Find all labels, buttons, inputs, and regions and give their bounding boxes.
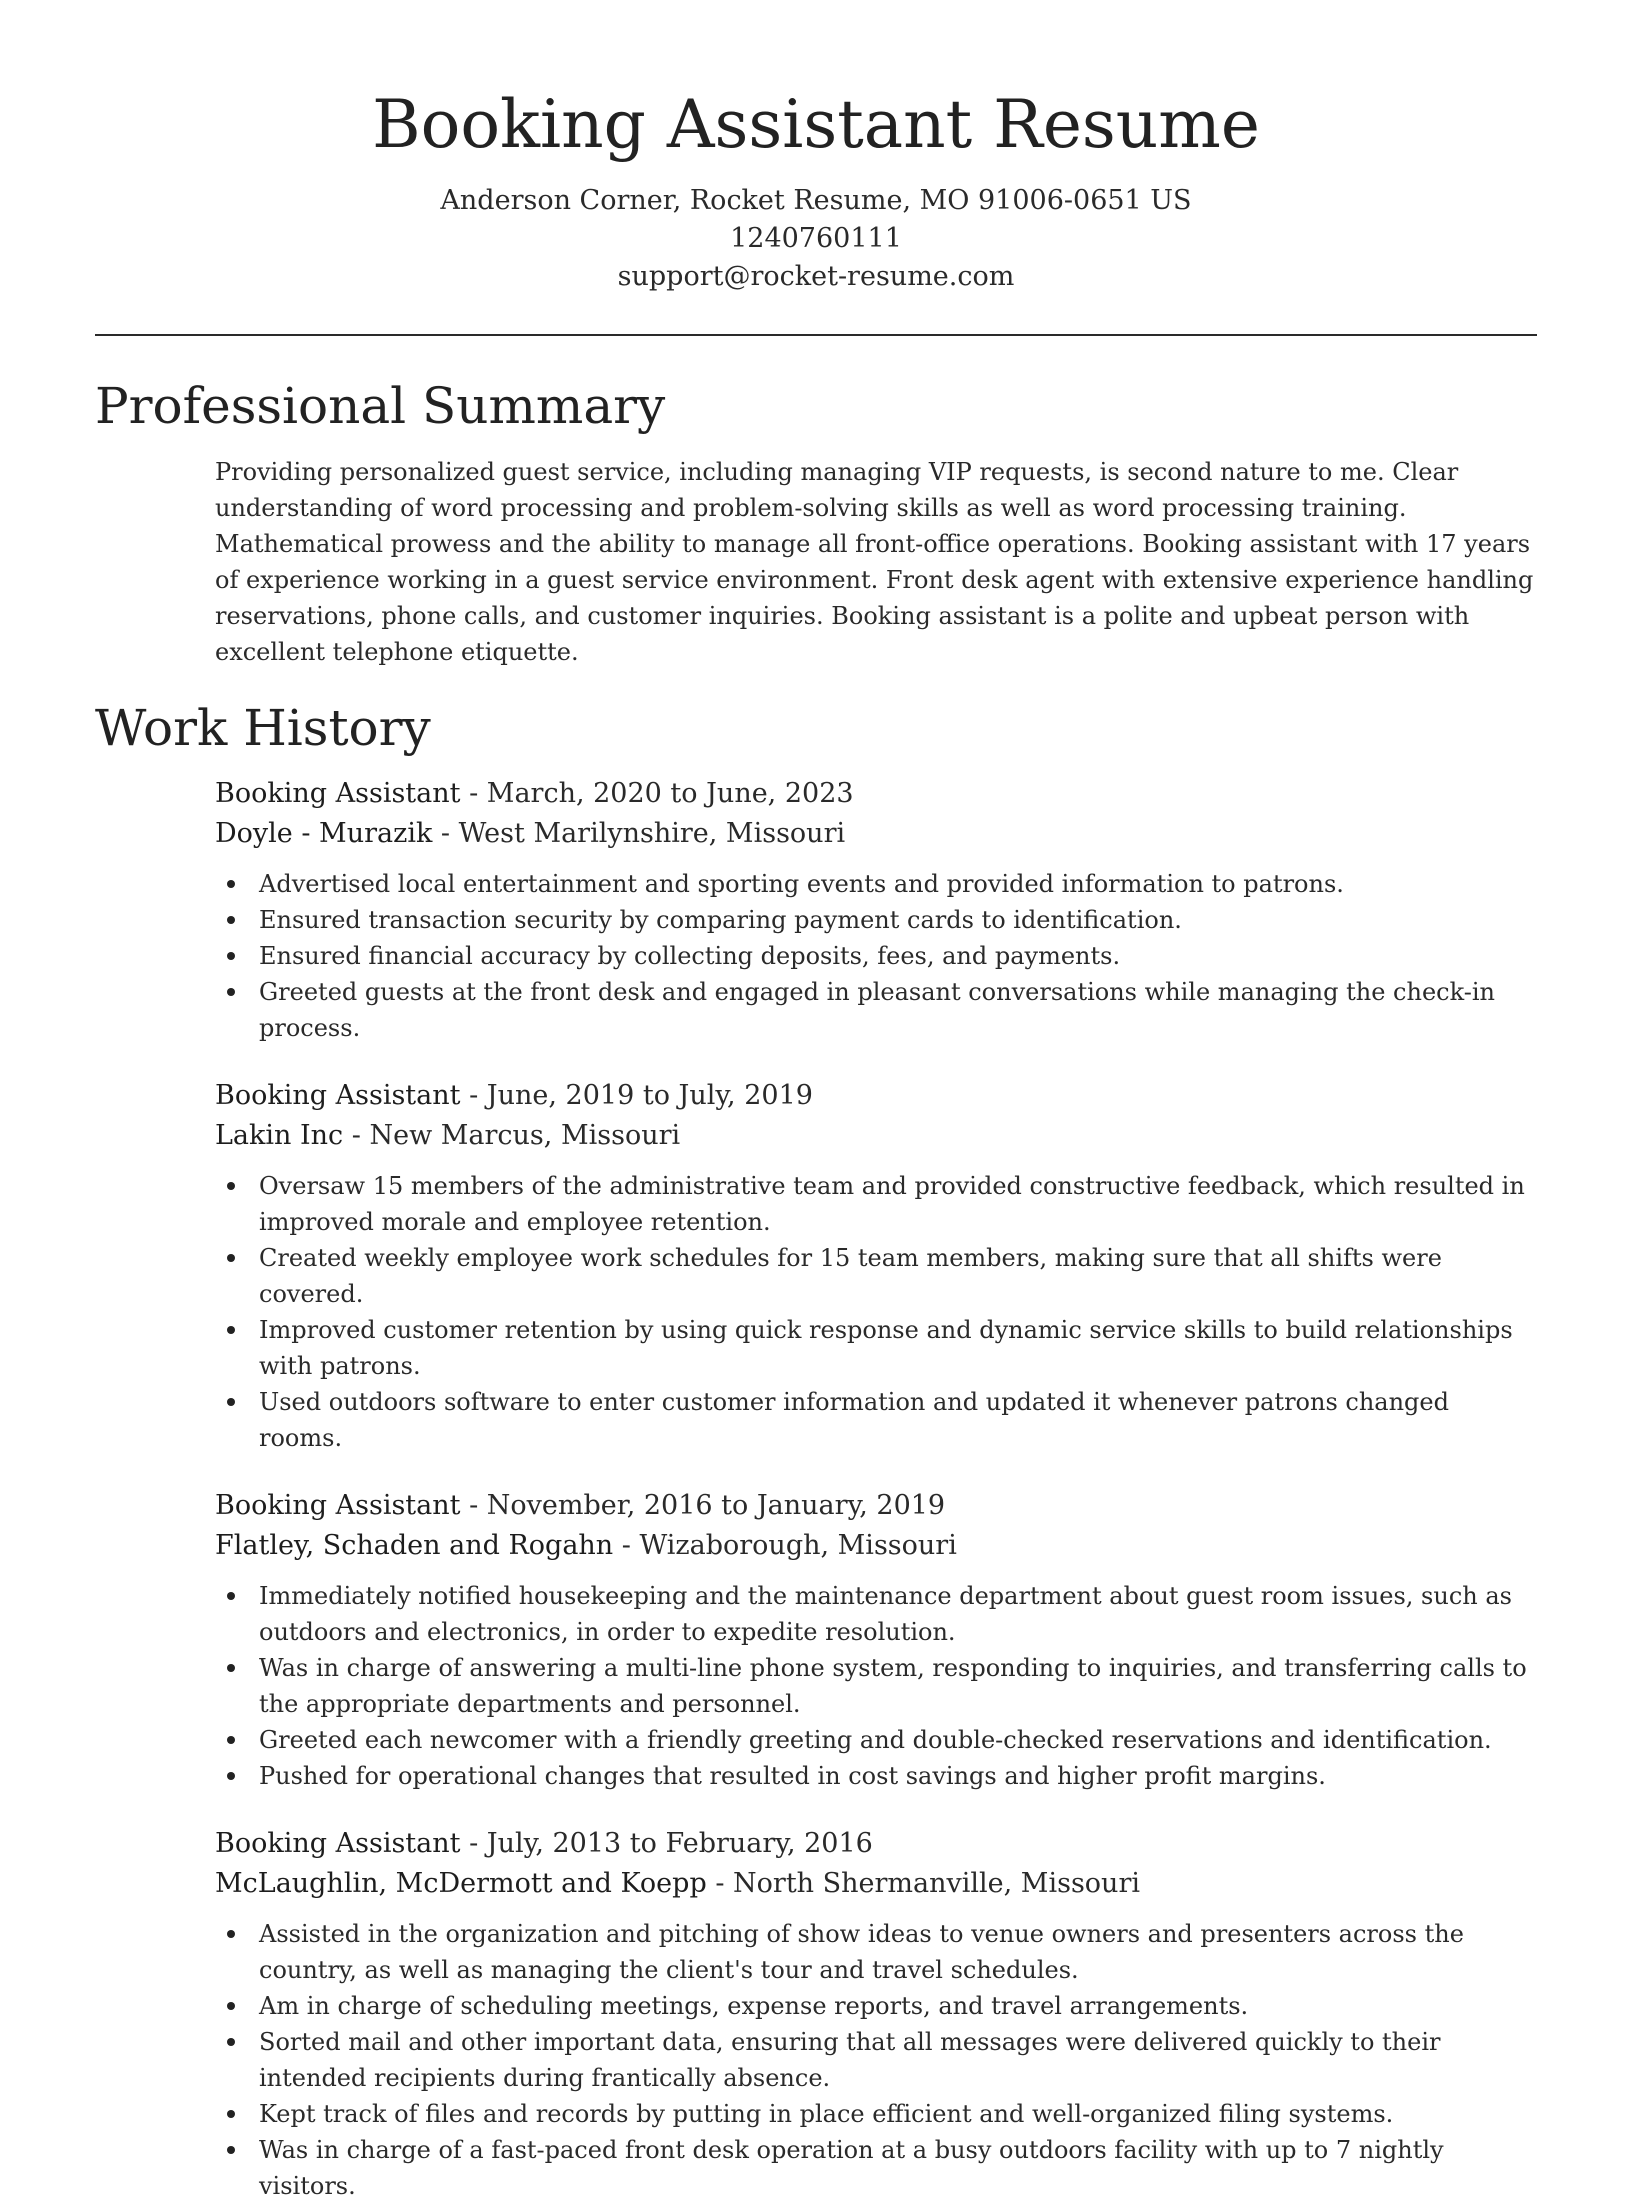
bullet-text: Created weekly employee work schedules for 15 team members, making sure that all shifts were covered. (259, 1244, 1442, 1308)
list-item (215, 2132, 1537, 2204)
job-title-line (215, 1824, 1537, 1864)
list-item (215, 1312, 1537, 1384)
list-item (215, 1240, 1537, 1312)
job-company: Lakin Inc (215, 1120, 344, 1151)
bullet-text: Advertised local entertainment and sporting events and provided information to patrons. (259, 870, 1344, 898)
bullet-dot-icon (227, 2146, 235, 2154)
bullet-dot-icon (227, 1326, 235, 1334)
job-title: Booking Assistant (215, 1828, 461, 1859)
job-location: New Marcus, Missouri (369, 1120, 681, 1151)
job-dates: November, 2016 to January, 2019 (486, 1490, 946, 1521)
bullet-text: Ensured transaction security by comparing payment cards to identification. (259, 906, 1182, 934)
job-bullets (215, 1916, 1537, 2204)
job-separator: - (432, 818, 459, 849)
bullet-dot-icon (227, 952, 235, 960)
bullet-text: Greeted each newcomer with a friendly greeting and double-checked reservations and identification. (259, 1726, 1492, 1754)
bullet-text: Oversaw 15 members of the administrative team and provided constructive feedback, which resulted in improved morale and employee retention. (259, 1172, 1525, 1236)
job-separator: - (460, 1490, 487, 1521)
bullet-text: Ensured financial accuracy by collecting deposits, fees, and payments. (259, 942, 1121, 970)
job-entry (215, 1486, 1537, 1794)
bullet-dot-icon (227, 880, 235, 888)
job-separator: - (613, 1530, 640, 1561)
bullet-text: Sorted mail and other important data, ensuring that all messages were delivered quickly to their intended recipients during frantically absence. (259, 2028, 1441, 2092)
job-company: Doyle - Murazik (215, 818, 433, 849)
list-item (215, 2024, 1537, 2096)
list-item (215, 938, 1537, 974)
list-item (215, 1916, 1537, 1988)
summary-text: Providing personalized guest service, including managing VIP requests, is second nature to me. Clear understanding of word processing and problem-solving skills as well as word processing training. Mathematical prowess and the ability to manage all front-office operations. Booking assistant with 17 years of experience working in a guest service environment. Front desk agent with extensive experience handling reservations, phone calls, and customer inquiries. Booking assistant is a polite and upbeat person with excellent telephone etiquette. (215, 458, 1534, 666)
job-company-line (215, 1864, 1537, 1904)
bullet-text: Immediately notified housekeeping and the maintenance department about guest room issues, such as outdoors and electronics, in order to expedite resolution. (259, 1582, 1512, 1646)
job-bullets (215, 866, 1537, 1046)
list-item (215, 1988, 1537, 2024)
bullet-text: Kept track of files and records by putting in place efficient and well-organized filing systems. (259, 2100, 1394, 2128)
job-entry (215, 1076, 1537, 1456)
contact-address: Anderson Corner, Rocket Resume, MO 91006-0651 US (440, 185, 1192, 216)
job-title-line (215, 1486, 1537, 1526)
list-item (215, 974, 1537, 1046)
bullet-dot-icon (227, 2110, 235, 2118)
bullet-dot-icon (227, 1592, 235, 1600)
bullet-dot-icon (227, 2002, 235, 2010)
job-location: West Marilynshire, Missouri (458, 818, 846, 849)
job-bullets (215, 1578, 1537, 1794)
list-item (215, 1722, 1537, 1758)
bullet-text: Was in charge of answering a multi-line phone system, responding to inquiries, and transferring calls to the appropriate departments and personnel. (259, 1654, 1527, 1718)
list-item (215, 1758, 1537, 1794)
work-history-list (215, 774, 1537, 2204)
bullet-dot-icon (227, 988, 235, 996)
job-company: McLaughlin, McDermott and Koepp (215, 1868, 707, 1899)
bullet-dot-icon (227, 2038, 235, 2046)
bullet-text: Am in charge of scheduling meetings, expense reports, and travel arrangements. (259, 1992, 1249, 2020)
bullet-dot-icon (227, 1930, 235, 1938)
bullet-dot-icon (227, 1664, 235, 1672)
job-dates: July, 2013 to February, 2016 (486, 1828, 873, 1859)
bullet-text: Pushed for operational changes that resulted in cost savings and higher profit margins. (259, 1762, 1326, 1790)
bullet-text: Was in charge of a fast-paced front desk operation at a busy outdoors facility with up to 7 nightly visitors. (259, 2136, 1444, 2200)
job-title: Booking Assistant (215, 1080, 461, 1111)
list-item (215, 902, 1537, 938)
job-location: Wizaborough, Missouri (639, 1530, 957, 1561)
job-company-line (215, 814, 1537, 854)
contact-email: support@rocket-resume.com (617, 261, 1015, 292)
bullet-dot-icon (227, 916, 235, 924)
bullet-dot-icon (227, 1772, 235, 1780)
bullet-dot-icon (227, 1182, 235, 1190)
job-company-line (215, 1526, 1537, 1566)
bullet-text: Improved customer retention by using quick response and dynamic service skills to build relationships with patrons. (259, 1316, 1513, 1380)
work-history-heading: Work History (95, 699, 431, 757)
job-separator: - (706, 1868, 734, 1899)
header-divider (95, 334, 1537, 336)
list-item (215, 1650, 1537, 1722)
bullet-dot-icon (227, 1398, 235, 1406)
contact-info (0, 182, 1632, 296)
job-title-line (215, 1076, 1537, 1116)
resume-header (0, 0, 1632, 296)
summary-heading: Professional Summary (95, 377, 666, 435)
job-dates: June, 2019 to July, 2019 (486, 1080, 813, 1111)
contact-phone: 1240760111 (730, 223, 902, 254)
list-item (215, 1384, 1537, 1456)
job-title-line (215, 774, 1537, 814)
job-bullets (215, 1168, 1537, 1456)
page-title: Booking Assistant Resume (372, 86, 1260, 163)
job-separator: - (343, 1120, 370, 1151)
job-company: Flatley, Schaden and Rogahn (215, 1530, 614, 1561)
bullet-text: Used outdoors software to enter customer information and updated it whenever patrons changed rooms. (259, 1388, 1449, 1452)
list-item (215, 1578, 1537, 1650)
job-company-line (215, 1116, 1537, 1156)
list-item (215, 1168, 1537, 1240)
list-item (215, 866, 1537, 902)
bullet-text: Assisted in the organization and pitching of show ideas to venue owners and presenters across the country, as well as managing the client's tour and travel schedules. (259, 1920, 1464, 1984)
job-separator: - (460, 1828, 487, 1859)
job-entry (215, 774, 1537, 1046)
job-separator: - (460, 1080, 487, 1111)
job-entry (215, 1824, 1537, 2204)
job-title: Booking Assistant (215, 778, 461, 809)
bullet-text: Greeted guests at the front desk and engaged in pleasant conversations while managing the check-in process. (259, 978, 1495, 1042)
job-separator: - (460, 778, 487, 809)
list-item (215, 2096, 1537, 2132)
job-location: North Shermanville, Missouri (733, 1868, 1140, 1899)
job-title: Booking Assistant (215, 1490, 461, 1521)
job-dates: March, 2020 to June, 2023 (486, 778, 854, 809)
bullet-dot-icon (227, 1254, 235, 1262)
bullet-dot-icon (227, 1736, 235, 1744)
